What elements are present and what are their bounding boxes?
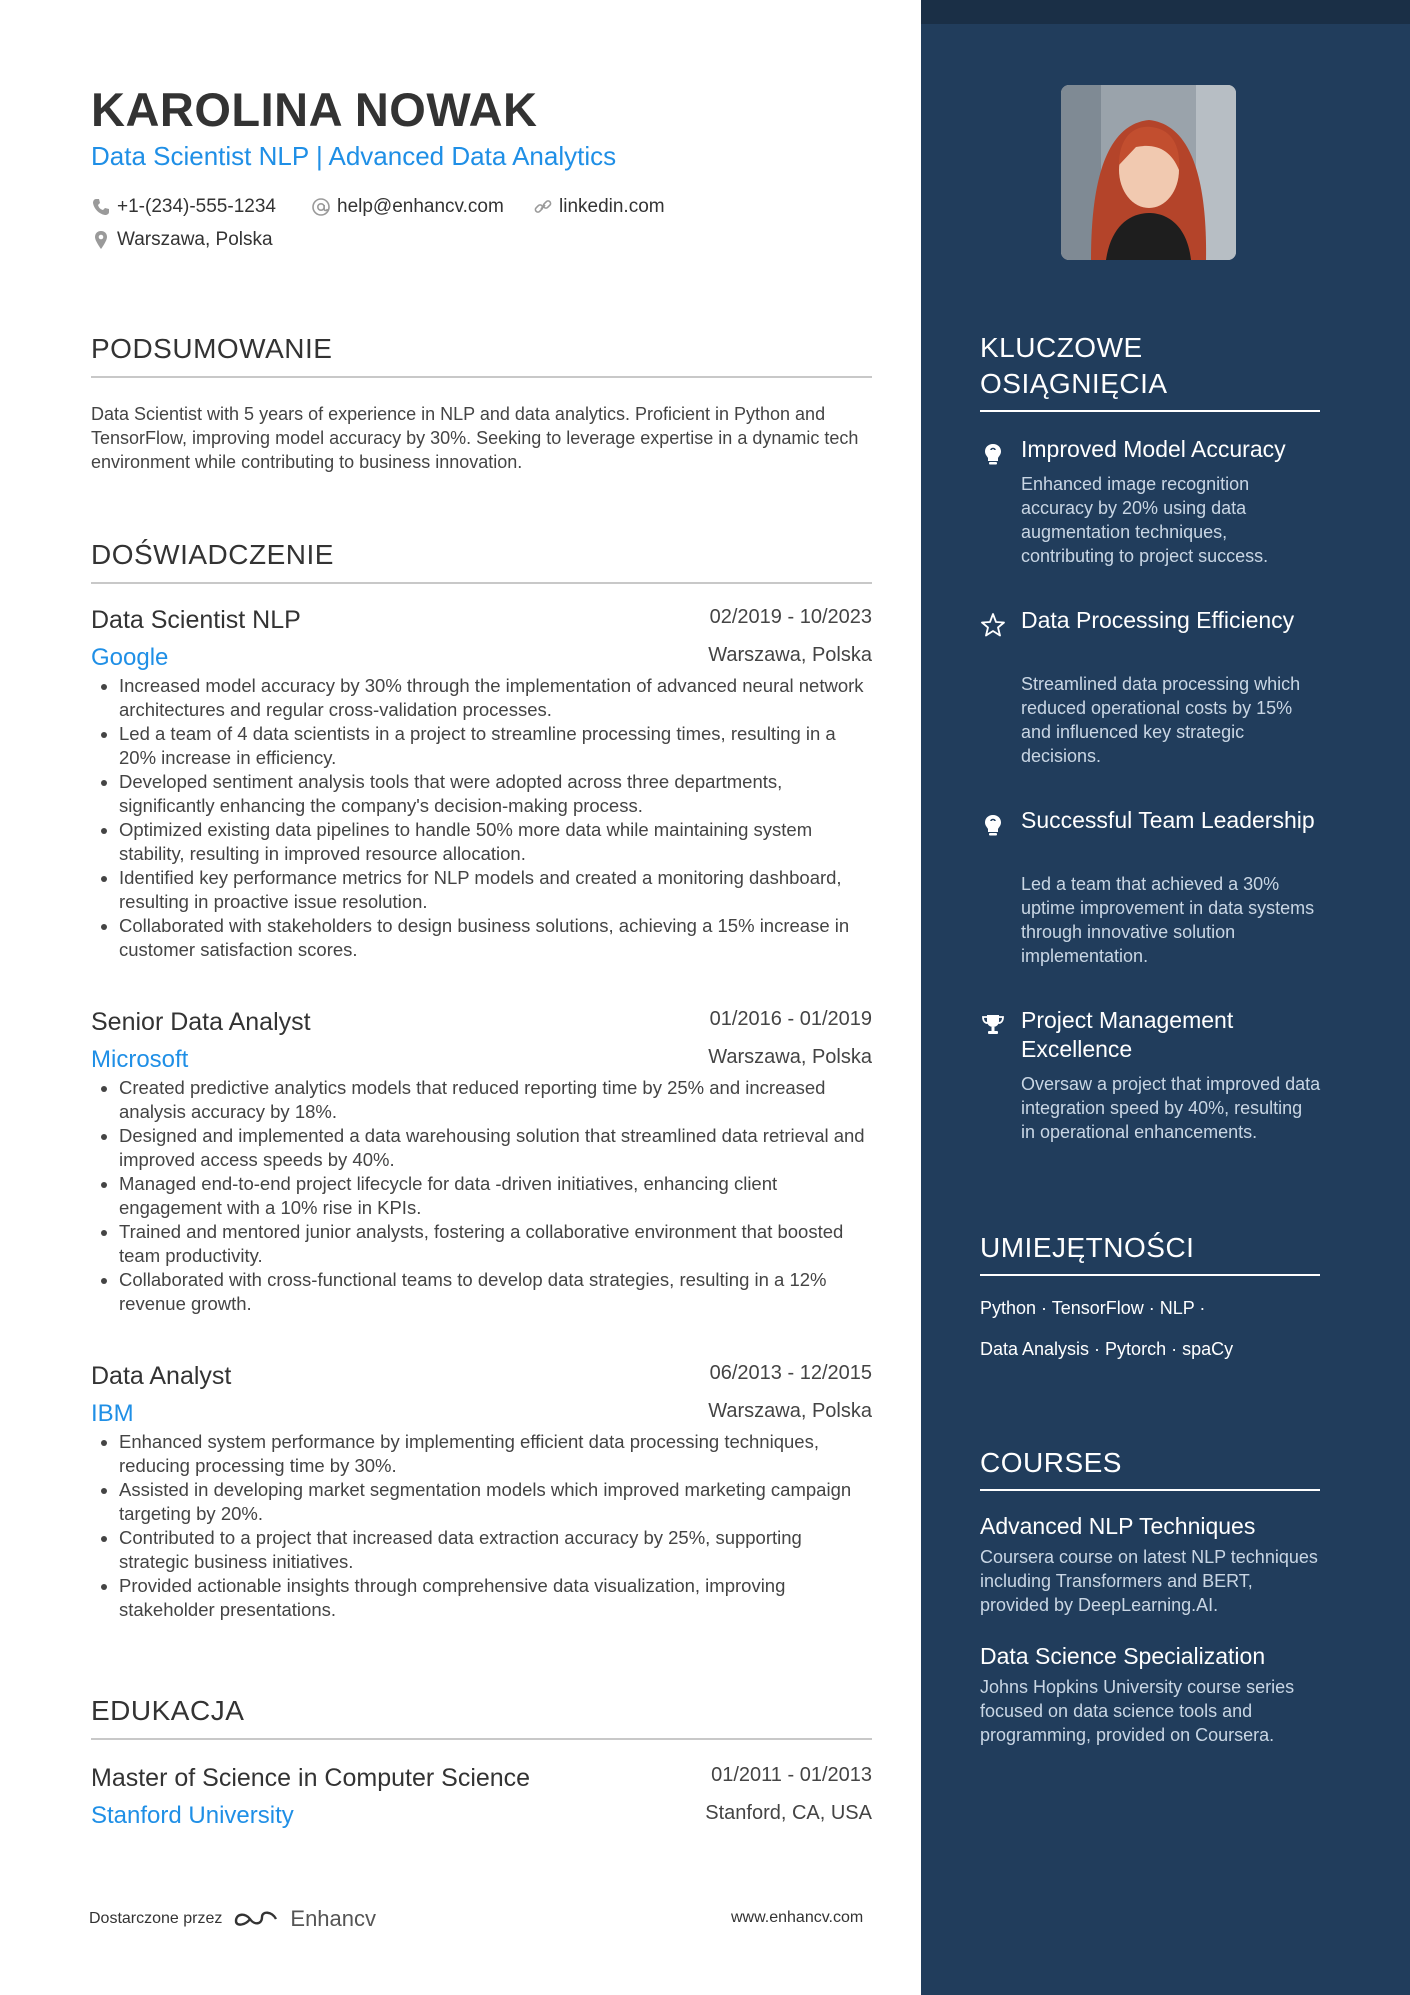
phone-text: +1-(234)-555-1234 bbox=[117, 196, 276, 217]
summary-text: Data Scientist with 5 years of experience in NLP and data analytics. Proficient in Python and TensorFlow, improving model accuracy by 30%. Seeking to leverage expertise in a dynamic tech environment while contributing to business innovation. bbox=[91, 404, 859, 472]
job-bullet: • Designed and implemented a data warehousing solution that streamlined data retrieval and improved access speeds by 40%. bbox=[119, 1124, 872, 1172]
achievement-desc: Oversaw a project that improved data integration speed by 40%, resulting in operational enhancements. bbox=[1021, 1074, 1321, 1142]
experience-heading: DOŚWIADCZENIE bbox=[91, 538, 872, 584]
job-bullet: • Led a team of 4 data scientists in a project to streamline processing times, resulting in a 20% increase in efficiency. bbox=[119, 722, 872, 770]
course-desc: Coursera course on latest NLP techniques including Transformers and BERT, provided by DeepLearning.AI. bbox=[980, 1547, 1318, 1615]
contact-phone bbox=[91, 196, 276, 218]
job-location: Warszawa, Polska bbox=[708, 1046, 872, 1068]
portrait-image bbox=[1061, 85, 1236, 260]
location-text: Warszawa, Polska bbox=[117, 229, 273, 250]
school-location: Stanford, CA, USA bbox=[705, 1802, 872, 1824]
resume-name: KAROLINA NOWAK bbox=[91, 83, 538, 136]
contact-link[interactable] bbox=[533, 196, 665, 218]
job-bullet: • Managed end-to-end project lifecycle for data -driven initiatives, enhancing client engagement with a 10% rise in KPIs. bbox=[119, 1172, 872, 1220]
course-desc: Johns Hopkins University course series focused on data science tools and programming, provided on Coursera. bbox=[980, 1677, 1295, 1745]
sidebar bbox=[921, 0, 1410, 1995]
achievement-desc: Led a team that achieved a 30% uptime improvement in data systems through innovative solution implementation. bbox=[1021, 874, 1315, 966]
achievements-heading-line1: KLUCZOWE bbox=[980, 332, 1143, 363]
star-icon bbox=[980, 612, 1006, 638]
location-pin-icon bbox=[91, 230, 111, 250]
skills-section bbox=[980, 1230, 1320, 1361]
courses-heading: COURSES bbox=[980, 1445, 1320, 1491]
courses-section bbox=[980, 1445, 1320, 1747]
job-dates: 06/2013 - 12/2015 bbox=[709, 1362, 872, 1384]
job-bullet: • Increased model accuracy by 30% through the implementation of advanced neural network architectures and regular cross-validation processes. bbox=[119, 674, 872, 722]
email-text[interactable]: help@enhancv.com bbox=[337, 196, 504, 217]
job-dates: 02/2019 - 10/2023 bbox=[709, 606, 872, 628]
powered-by-text: Dostarczone przez bbox=[89, 1910, 223, 1927]
trophy-icon bbox=[980, 1012, 1006, 1038]
sidebar-top-band bbox=[921, 0, 1410, 24]
achievements-heading-line2: OSIĄGNIĘCIA bbox=[980, 368, 1168, 399]
job-bullet: • Contributed to a project that increased data extraction accuracy by 25%, supporting strategic business initiatives. bbox=[119, 1526, 872, 1574]
degree-title: Master of Science in Computer Science bbox=[91, 1764, 531, 1792]
lightbulb-icon bbox=[980, 812, 1006, 838]
at-icon bbox=[311, 197, 331, 217]
job-dates: 01/2016 - 01/2019 bbox=[709, 1008, 872, 1030]
education-heading: EDUKACJA bbox=[91, 1694, 872, 1740]
footer-powered-by bbox=[89, 1906, 376, 1932]
profile-photo bbox=[1061, 85, 1236, 260]
job-entry-microsoft bbox=[91, 1006, 872, 1316]
resume-subtitle: Data Scientist NLP | Advanced Data Analytics bbox=[91, 141, 617, 171]
achievement-title: Improved Model Accuracy bbox=[1021, 436, 1286, 462]
skills-heading: UMIEJĘTNOŚCI bbox=[980, 1230, 1320, 1276]
job-company[interactable]: IBM bbox=[91, 1400, 134, 1427]
job-title: Data Analyst bbox=[91, 1362, 232, 1390]
enhancv-logo-icon bbox=[232, 1907, 280, 1931]
job-bullet: • Provided actionable insights through comprehensive data visualization, improving stakeholder presentations. bbox=[119, 1574, 872, 1622]
footer-website[interactable]: www.enhancv.com bbox=[731, 1909, 864, 1926]
phone-icon bbox=[91, 197, 111, 217]
job-bullet: • Enhanced system performance by implementing efficient data processing techniques, reducing processing time by 30%. bbox=[119, 1430, 872, 1478]
job-company[interactable]: Google bbox=[91, 644, 169, 671]
job-entry-google bbox=[91, 604, 872, 962]
course-title: Data Science Specialization bbox=[980, 1643, 1266, 1669]
job-company[interactable]: Microsoft bbox=[91, 1046, 189, 1073]
job-bullet: • Collaborated with cross-functional teams to develop data strategies, resulting in a 12% revenue growth. bbox=[119, 1268, 872, 1316]
job-bullet: • Optimized existing data pipelines to handle 50% more data while maintaining system stability, resulting in improved resource allocation. bbox=[119, 818, 872, 866]
school-name[interactable]: Stanford University bbox=[91, 1802, 294, 1829]
job-location: Warszawa, Polska bbox=[708, 1400, 872, 1422]
link-text[interactable]: linkedin.com bbox=[559, 196, 665, 217]
summary-heading: PODSUMOWANIE bbox=[91, 332, 872, 378]
job-bullet: • Created predictive analytics models that reduced reporting time by 25% and increased analysis accuracy by 18%. bbox=[119, 1076, 872, 1124]
job-bullets bbox=[91, 1076, 872, 1316]
job-bullet: • Collaborated with stakeholders to design business solutions, achieving a 15% increase in customer satisfaction scores. bbox=[119, 914, 872, 962]
link-icon bbox=[533, 197, 553, 217]
job-location: Warszawa, Polska bbox=[708, 644, 872, 666]
job-bullets bbox=[91, 1430, 872, 1622]
contact-location bbox=[91, 229, 273, 251]
job-title: Senior Data Analyst bbox=[91, 1008, 311, 1036]
job-bullet: • Assisted in developing market segmentation models which improved marketing campaign targeting by 20%. bbox=[119, 1478, 872, 1526]
lightbulb-icon bbox=[980, 441, 1006, 467]
job-title: Data Scientist NLP bbox=[91, 606, 301, 634]
contact-email[interactable] bbox=[311, 196, 504, 218]
job-bullets bbox=[91, 674, 872, 962]
achievement-desc: Enhanced image recognition accuracy by 20% using data augmentation techniques, contributing to project success. bbox=[1021, 474, 1269, 566]
skills-line: Data Analysis · Pytorch · spaCy bbox=[980, 1339, 1234, 1359]
job-bullet: • Developed sentiment analysis tools that were adopted across three departments, significantly enhancing the company's decision-making process. bbox=[119, 770, 872, 818]
job-bullet: • Trained and mentored junior analysts, fostering a collaborative environment that boosted team productivity. bbox=[119, 1220, 872, 1268]
achievement-title: Project Management Excellence bbox=[1021, 1007, 1234, 1062]
achievement-title: Data Processing Efficiency bbox=[1021, 607, 1295, 633]
achievement-desc: Streamlined data processing which reduced operational costs by 15% and influenced key strategic decisions. bbox=[1021, 674, 1301, 766]
brand-name: Enhancv bbox=[290, 1906, 377, 1931]
education-dates: 01/2011 - 01/2013 bbox=[711, 1764, 872, 1786]
job-bullet: • Identified key performance metrics for NLP models and created a monitoring dashboard, resulting in proactive issue resolution. bbox=[119, 866, 872, 914]
achievements-section bbox=[980, 330, 1320, 412]
job-entry-ibm bbox=[91, 1360, 872, 1622]
education-entry bbox=[91, 1762, 872, 1832]
skills-line: Python · TensorFlow · NLP · bbox=[980, 1298, 1206, 1318]
achievement-title: Successful Team Leadership bbox=[1021, 807, 1315, 833]
course-title: Advanced NLP Techniques bbox=[980, 1513, 1256, 1539]
achievements-heading bbox=[980, 330, 1320, 412]
